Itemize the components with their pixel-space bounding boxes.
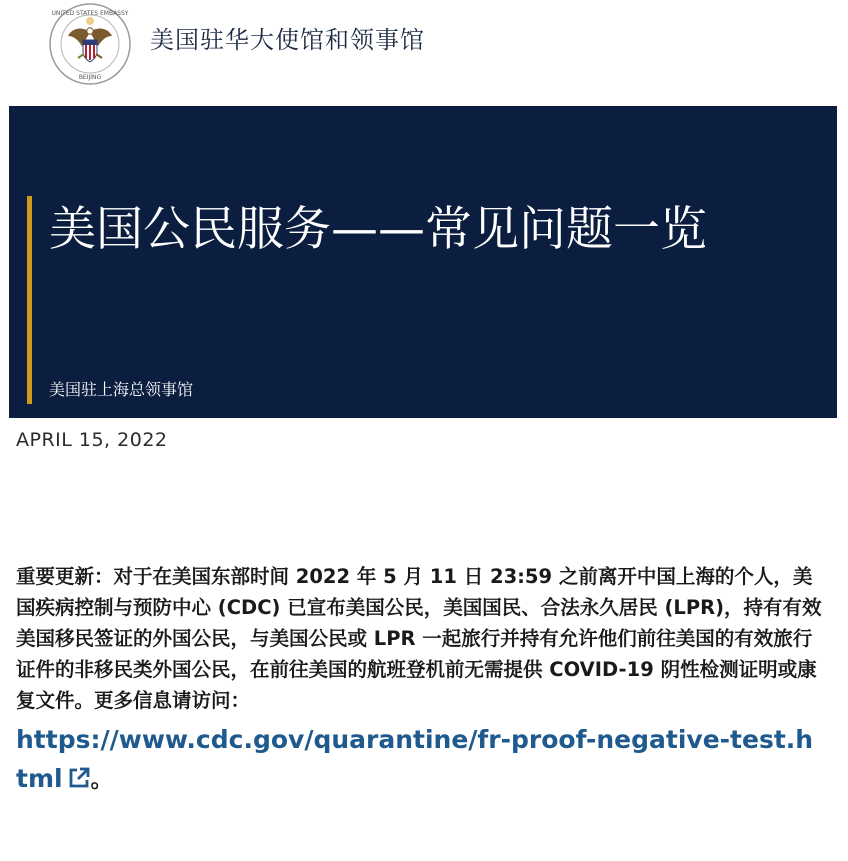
hero-accent-bar xyxy=(27,196,32,404)
cdc-link-text[interactable]: https://www.cdc.gov/quarantine/fr-proof-negative-test.html xyxy=(16,725,814,793)
hero-banner xyxy=(9,106,837,418)
site-title[interactable]: 美国驻华大使馆和领事馆 xyxy=(150,26,425,54)
page-subtitle: 美国驻上海总领事馆 xyxy=(49,380,194,399)
seal-text-top: UNITED STATES EMBASSY xyxy=(51,10,129,17)
notice-text: 重要更新：对于在美国东部时间 2022 年 5 月 11 日 23:59 之前离开中国上海的个人，美国疾病控制与预防中心 (CDC) 已宣布美国公民，美国国民、合法永久居民 (LPR)，持有有效美国移民签证的外国公民，与美国公民或 LPR 一起旅行并持有允许他们前往美国的有效旅行证件的非移民类外国公民，在前往美国的航班登机前无需提供 COVID-19 阴性检测证明或康复文件。更多信息请访问： xyxy=(16,565,822,712)
publish-date: APRIL 15, 2022 xyxy=(16,429,168,451)
site-header xyxy=(0,0,848,100)
trailing-period: 。 xyxy=(90,768,113,793)
embassy-seal-icon[interactable] xyxy=(48,2,132,86)
cdc-link[interactable] xyxy=(16,720,824,800)
important-update-notice xyxy=(16,561,824,800)
page-title: 美国公民服务——常见问题一览 xyxy=(49,202,707,257)
external-link-icon[interactable] xyxy=(67,766,91,790)
seal-text-bottom: BEIJING xyxy=(78,74,102,81)
